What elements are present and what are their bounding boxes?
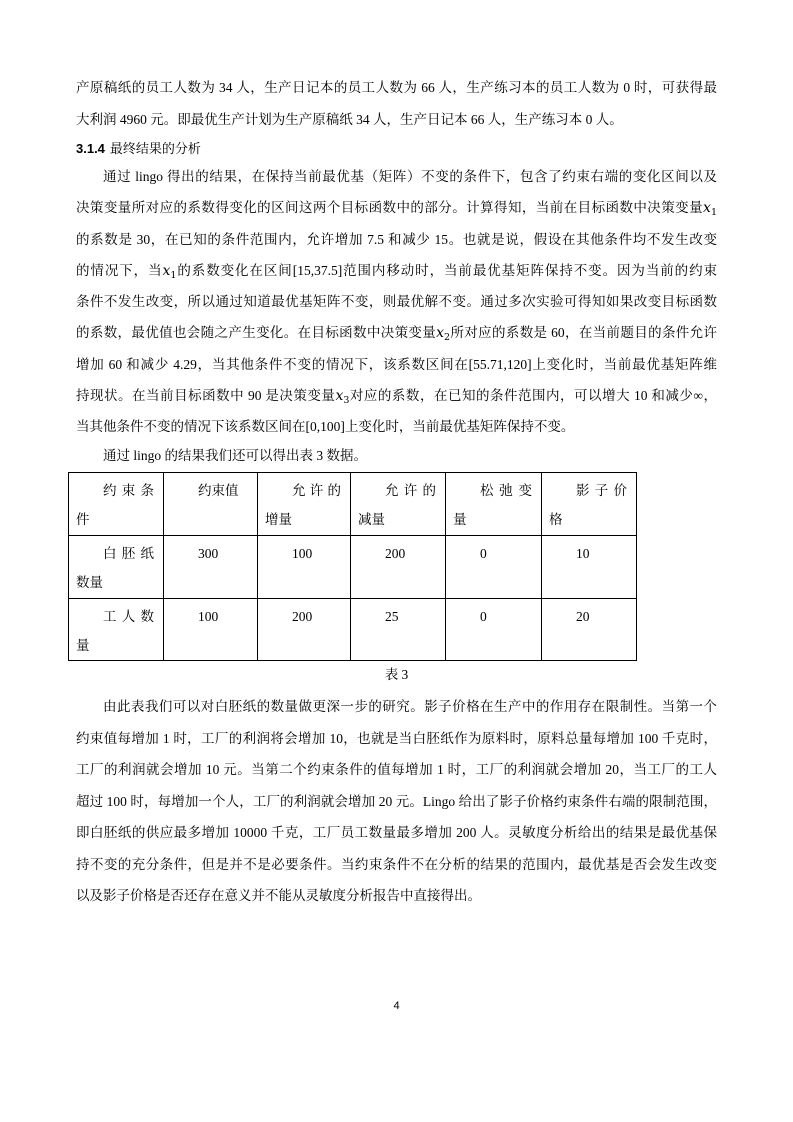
table-intro-paragraph <box>76 442 717 470</box>
analysis-line <box>76 192 717 223</box>
text-segment: 所对应的系数是 60，在当前题目的条件允许 <box>450 325 717 341</box>
variable-symbol: x <box>703 200 711 217</box>
analysis-line <box>76 286 717 317</box>
text-segment: 的情况下，当 <box>76 262 163 278</box>
header-cell: 松弛变量 <box>446 473 542 536</box>
analysis-line <box>76 161 717 192</box>
results-table <box>68 472 637 661</box>
header-cell: 允许的减量 <box>351 473 446 536</box>
intro-line: 产原稿纸的员工人数为 34 人，生产日记本的员工人数为 66 人，生产练习本的员工人数为 0 时，可获得最 <box>76 80 717 95</box>
header-cell: 约束条件 <box>69 473 164 536</box>
math-variable-x2 <box>436 325 451 344</box>
text-segment: 的系数，最优值也会随之产生变化。在目标函数中决策变量 <box>76 325 437 341</box>
math-variable-x1 <box>163 263 177 279</box>
variable-subscript: 1 <box>170 269 177 281</box>
discussion-line: 超过 100 时，每增加一个人，工厂的利润就会增加 20 元。Lingo 给出了影子价格约束条件右端的限制范围， <box>76 793 717 809</box>
discussion-line: 持不变的充分条件，但是并不是必要条件。当约束条件不在分析的结果的范围内，最优基是否会发生改变 <box>76 856 717 872</box>
text-segment: 的系数是 30，在已知的条件范围内，允许增加 7.5 和减少 15。也就是说，假设在其他条件均不发生改变 <box>76 231 717 247</box>
text-segment: 条件不发生改变，所以通过知道最优基矩阵不变，则最优解不变。通过多次实验可得知如果改变目标函数 <box>76 294 717 310</box>
table-cell: 0 <box>446 599 542 661</box>
table-row <box>69 536 637 599</box>
table-cell: 200 <box>258 599 351 661</box>
analysis-line <box>76 411 717 442</box>
header-cell: 约束值 <box>164 473 258 536</box>
intro-paragraph <box>76 72 717 136</box>
analysis-paragraph <box>76 161 717 443</box>
variable-subscript: 3 <box>343 395 350 407</box>
table-cell: 25 <box>351 599 446 661</box>
analysis-line <box>76 380 717 411</box>
table-header-row <box>69 473 637 536</box>
analysis-line <box>76 317 717 348</box>
variable-symbol: x <box>335 388 344 405</box>
header-cell: 影子价格 <box>542 473 637 536</box>
section-number: 3.1.4 <box>76 141 105 156</box>
variable-symbol: x <box>436 325 445 342</box>
text-segment: 通过 lingo 得出的结果，在保持当前最优基（矩阵）不变的条件下，包含了约束右端的变化区间以及 <box>103 169 717 184</box>
table-cell: 100 <box>258 536 351 599</box>
text-segment: 决策变量所对应的系数得变化的区间这两个目标函数中的部分。计算得知，当前在目标函数中决策变量 <box>76 200 704 216</box>
table-cell: 0 <box>446 536 542 599</box>
discussion-line: 工厂的利润就会增加 10 元。当第二个约束条件的值每增加 1 时，工厂的利润就会增加 20，当工厂的工人 <box>76 762 717 777</box>
text-segment: 当其他条件不变的情况下该系数区间在[0,100]上变化时，当前最优基矩阵保持不变。 <box>76 419 575 435</box>
section-heading <box>76 138 201 160</box>
table-cell: 白胚纸数量 <box>69 536 164 599</box>
variable-subscript: 2 <box>444 332 451 344</box>
table-cell: 20 <box>542 599 637 661</box>
table-cell: 工人数量 <box>69 599 164 661</box>
analysis-line <box>76 224 717 255</box>
text-segment: 持现状。在当前目标函数中 90 是决策变量 <box>76 388 336 404</box>
discussion-line: 约束值每增加 1 时，工厂的利润将会增加 10，也就是当白胚纸作为原料时，原料总量每增加 100 千克时， <box>76 730 717 746</box>
text-segment: 对应的系数，在已知的条件范围内，可以增大 10 和减少∞， <box>349 388 718 404</box>
variable-symbol: x <box>162 262 171 279</box>
text-segment: 的系数变化在区间[15,37.5]范围内移动时，当前最优基矩阵保持不变。因为当前的约束 <box>176 262 717 278</box>
table-row <box>69 599 637 661</box>
discussion-line: 以及影子价格是否还存在意义并不能从灵敏度分析报告中直接得出。 <box>76 888 481 903</box>
table-caption: 表 3 <box>384 667 409 682</box>
table-intro-line: 通过 lingo 的结果我们还可以得出表 3 数据。 <box>103 448 368 463</box>
discussion-line: 由此表我们可以对白胚纸的数量做更深一步的研究。影子价格在生产中的作用存在限制性。当第一个 <box>103 699 717 714</box>
math-variable-x1 <box>703 200 717 219</box>
table-cell: 200 <box>351 536 446 599</box>
header-cell: 允许的增量 <box>258 473 351 536</box>
table-cell: 100 <box>164 599 258 661</box>
discussion-paragraph <box>76 691 717 912</box>
discussion-line: 即白胚纸的供应最多增加 10000 千克，工厂员工数量最多增加 200 人。灵敏度分析给出的结果是最优基保 <box>76 825 717 840</box>
text-segment: 增加 60 和减少 4.29，当其他条件不变的情况下，该系数区间在[55.71,120]上变化时，当前最优基矩阵维 <box>76 356 717 372</box>
intro-line: 大利润 4960 元。即最优生产计划为生产原稿纸 34 人，生产日记本 66 人，生产练习本 0 人。 <box>76 112 623 127</box>
page-number: 4 <box>393 1000 400 1012</box>
analysis-line <box>76 349 717 380</box>
section-title: 最终结果的分析 <box>109 141 201 156</box>
table-cell: 10 <box>542 536 637 599</box>
table-cell: 300 <box>164 536 258 599</box>
math-variable-x3 <box>335 388 350 407</box>
variable-subscript: 1 <box>710 207 717 219</box>
analysis-line <box>76 255 717 286</box>
